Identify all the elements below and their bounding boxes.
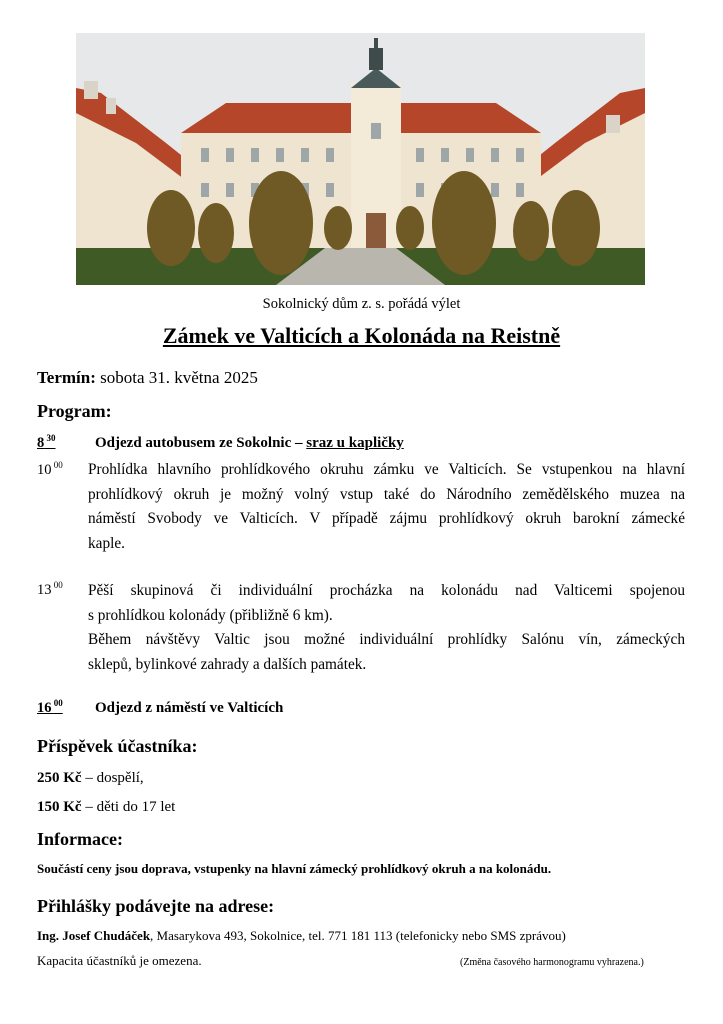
page-title: Zámek ve Valticích a Kolonáda na Reistně — [162, 323, 561, 348]
minutes: 00 — [53, 580, 63, 591]
time-830 — [37, 435, 56, 452]
registration-heading: Přihlášky podávejte na adrese: — [37, 896, 275, 916]
program-item-1000 — [88, 458, 685, 556]
text-line: sklepů, bylinkové zahrady a dalších památek. — [88, 655, 367, 673]
price-desc: – dospělí, — [81, 770, 144, 786]
text-line: Pěší skupinová či individuální procházka na kolonádu nad Valticemi spojenou — [88, 582, 685, 599]
time-1000 — [37, 462, 63, 479]
intro-line: Sokolnický dům z. s. pořádá výlet — [262, 296, 461, 312]
text-line: prohlídkový okruh je možný volný vstup také do Národního zemědělského muzea na — [88, 485, 685, 503]
contact-name: Ing. Josef Chudáček — [37, 928, 151, 943]
program-item-1600: Odjezd z náměstí ve Valticích — [95, 700, 284, 716]
date-line — [37, 368, 258, 388]
price: 150 Kč — [37, 799, 82, 815]
date-label: Termín: — [37, 368, 96, 387]
price: 250 Kč — [37, 770, 82, 786]
text-line: kaple. — [88, 534, 125, 552]
time-1600 — [37, 700, 63, 717]
meeting-point: sraz u kapličky — [306, 435, 404, 451]
contact-address: , Masarykova 493, Sokolnice, tel. 771 181 113 (telefonicky nebo SMS zprávou) — [150, 928, 566, 943]
info-heading: Informace: — [37, 829, 123, 849]
hour: 13 — [37, 582, 52, 598]
fee-row-adult — [37, 770, 144, 787]
price-desc: – děti do 17 let — [81, 799, 176, 815]
registration-contact — [37, 928, 566, 944]
fee-row-child — [37, 799, 175, 816]
minutes: 30 — [46, 433, 56, 444]
program-item-830 — [95, 435, 404, 452]
text-line: s prohlídkou kolonády (přibližně 6 km). — [88, 606, 333, 624]
text-line: Během návštěvy Valtic jsou možné individuální prohlídky Salónu vín, zámeckých — [88, 631, 685, 648]
program-item-1300 — [88, 579, 685, 677]
info-text: Součástí ceny jsou doprava, vstupenky na hlavní zámecký prohlídkový okruh a na kolonádu. — [37, 861, 552, 876]
date-value: sobota 31. května 2025 — [95, 368, 258, 387]
schedule-note: (Změna časového harmonogramu vyhrazena.) — [460, 957, 644, 968]
time-1300 — [37, 582, 63, 599]
program-heading: Program: — [37, 401, 112, 421]
text-line: náměstí Svobody ve Valticích. V případě zájmu prohlídkový okruh barokní zámecké — [88, 510, 685, 527]
castle-photo — [76, 33, 645, 285]
fee-heading: Příspěvek účastníka: — [37, 736, 198, 756]
hour: 10 — [37, 462, 52, 478]
minutes: 00 — [53, 698, 63, 709]
text-line: Prohlídka hlavního prohlídkového okruhu zámku ve Valticích. Se vstupenkou na hlavní — [88, 461, 685, 478]
capacity-note: Kapacita účastníků je omezena. — [37, 953, 202, 968]
hour: 8 — [37, 435, 45, 451]
program-text: Odjezd autobusem ze Sokolnic – — [95, 435, 307, 451]
hour: 16 — [37, 700, 52, 716]
minutes: 00 — [53, 460, 63, 471]
